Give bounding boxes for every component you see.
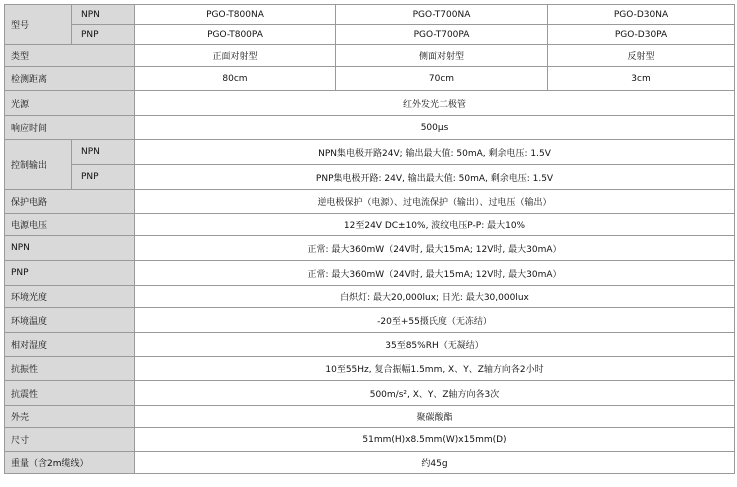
dimensions-label: 尺寸 [5, 428, 135, 452]
model-pnp-label: PNP [72, 25, 135, 45]
type-value-1: 正面对射型 [135, 45, 336, 67]
distance-value-2: 70cm [336, 67, 548, 91]
model-pnp-value-1: PGO-T800PA [135, 25, 336, 45]
control-output-pnp-row [5, 165, 735, 190]
pnp-consumption-row [5, 261, 735, 286]
control-output-npn-row [5, 140, 735, 165]
housing-label: 外壳 [5, 406, 135, 428]
npn-consumption-row [5, 236, 735, 261]
ambient-temp-row [5, 308, 735, 333]
humidity-value: 35至85%RH（无凝结） [135, 333, 735, 357]
supply-voltage-value: 12至24V DC±10%, 波纹电压P-P: 最大10% [135, 214, 735, 236]
weight-value: 约45g [135, 452, 735, 474]
protection-row [5, 190, 735, 214]
ambient-temp-value: -20至+55摄氏度（无冻结） [135, 308, 735, 333]
control-output-label: 控制输出 [5, 140, 72, 190]
model-pnp-row [5, 25, 735, 45]
model-npn-value-3: PGO-D30NA [548, 5, 735, 25]
control-output-pnp-label: PNP [72, 165, 135, 190]
humidity-label: 相对湿度 [5, 333, 135, 357]
vibration-label: 抗振性 [5, 357, 135, 381]
response-time-label: 响应时间 [5, 116, 135, 140]
vibration-row [5, 357, 735, 381]
npn-consumption-label: NPN [5, 236, 135, 261]
control-output-npn-label: NPN [72, 140, 135, 165]
vibration-value: 10至55Hz, 复合振幅1.5mm, X、Y、Z轴方向各2小时 [135, 357, 735, 381]
model-pnp-value-2: PGO-T700PA [336, 25, 548, 45]
shock-row [5, 381, 735, 406]
type-row [5, 45, 735, 67]
ambient-light-value: 白炽灯: 最大20,000lux; 日光: 最大30,000lux [135, 286, 735, 308]
light-source-value: 红外发光二极管 [135, 91, 735, 116]
housing-row [5, 406, 735, 428]
protection-value: 逆电极保护（电源）、过电流保护（输出）、过电压（输出） [135, 190, 735, 214]
model-label: 型号 [5, 5, 72, 45]
control-output-npn-value: NPN集电极开路24V; 输出最大值: 50mA, 剩余电压: 1.5V [135, 140, 735, 165]
response-time-value: 500μs [135, 116, 735, 140]
dimensions-row [5, 428, 735, 452]
light-source-label: 光源 [5, 91, 135, 116]
type-label: 类型 [5, 45, 135, 67]
shock-value: 500m/s², X、Y、Z轴方向各3次 [135, 381, 735, 406]
type-value-3: 反射型 [548, 45, 735, 67]
response-time-row [5, 116, 735, 140]
model-npn-row [5, 5, 735, 25]
pnp-consumption-value: 正常: 最大360mW（24V时, 最大15mA; 12V时, 最大30mA） [135, 261, 735, 286]
distance-value-3: 3cm [548, 67, 735, 91]
control-output-pnp-value: PNP集电极开路: 24V, 输出最大值: 50mA, 剩余电压: 1.5V [135, 165, 735, 190]
protection-label: 保护电路 [5, 190, 135, 214]
type-value-2: 侧面对射型 [336, 45, 548, 67]
pnp-consumption-label: PNP [5, 261, 135, 286]
model-npn-value-1: PGO-T800NA [135, 5, 336, 25]
model-npn-value-2: PGO-T700NA [336, 5, 548, 25]
npn-consumption-value: 正常: 最大360mW（24V时, 最大15mA; 12V时, 最大30mA） [135, 236, 735, 261]
supply-voltage-label: 电源电压 [5, 214, 135, 236]
distance-row [5, 67, 735, 91]
supply-voltage-row [5, 214, 735, 236]
light-source-row [5, 91, 735, 116]
ambient-light-label: 环境光度 [5, 286, 135, 308]
distance-label: 检测距离 [5, 67, 135, 91]
humidity-row [5, 333, 735, 357]
distance-value-1: 80cm [135, 67, 336, 91]
dimensions-value: 51mm(H)x8.5mm(W)x15mm(D) [135, 428, 735, 452]
weight-row [5, 452, 735, 474]
spec-table [4, 4, 735, 474]
shock-label: 抗震性 [5, 381, 135, 406]
weight-label: 重量（含2m缆线） [5, 452, 135, 474]
model-npn-label: NPN [72, 5, 135, 25]
ambient-temp-label: 环境温度 [5, 308, 135, 333]
model-pnp-value-3: PGO-D30PA [548, 25, 735, 45]
housing-value: 聚碳酸酯 [135, 406, 735, 428]
ambient-light-row [5, 286, 735, 308]
